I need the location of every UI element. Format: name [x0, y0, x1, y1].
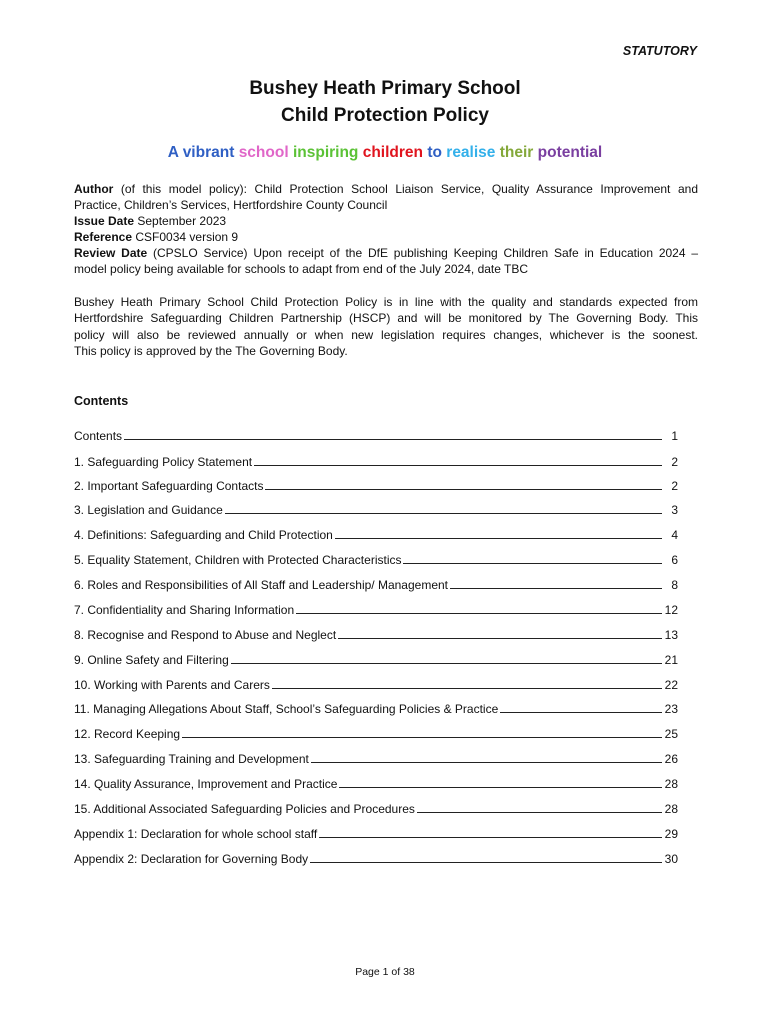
toc-leader-line: [417, 812, 662, 813]
toc-entry[interactable]: [74, 750, 678, 766]
intro-line: This policy is approved by the The Governing Body.: [74, 343, 348, 358]
intro-line: Hertfordshire Safeguarding Children Partnership (HSCP) and will be monitored by The Governing Body. This: [74, 311, 698, 326]
toc-entry-title: 9. Online Safety and Filtering: [74, 653, 229, 667]
toc-leader-line: [450, 588, 662, 589]
toc-entry-title: 8. Recognise and Respond to Abuse and Neglect: [74, 628, 337, 642]
toc-entry-title: 4. Definitions: Safeguarding and Child Protection: [74, 528, 333, 542]
toc-entry[interactable]: [74, 700, 678, 716]
toc-page-number: 6: [671, 553, 678, 567]
toc-leader-line: [225, 513, 662, 514]
toc-leader-line: [182, 737, 662, 738]
author-line-continued: Practice, Children’s Services, Hertfordshire County Council: [74, 198, 388, 212]
toc-leader-line: [310, 862, 662, 863]
toc-page-number: 23: [664, 702, 678, 716]
review-date-label: Review Date: [74, 246, 148, 260]
toc-leader-line: [272, 688, 662, 689]
toc-page-number: 8: [671, 578, 678, 592]
toc-entry-title: 11. Managing Allegations About Staff, School’s Safeguarding Policies & Practice: [74, 702, 499, 716]
review-date-line-continued: model policy being available for schools to adapt from end of the July 2024, date TBC: [74, 262, 529, 276]
toc-entry[interactable]: [74, 427, 678, 443]
school-name-title: Bushey Heath Primary School: [249, 78, 521, 99]
toc-entry[interactable]: [74, 601, 678, 617]
toc-leader-line: [296, 613, 662, 614]
toc-page-number: 26: [664, 752, 678, 766]
toc-page-number: 12: [664, 603, 678, 617]
toc-entry-title: Appendix 1: Declaration for whole school staff: [74, 827, 318, 841]
review-date-line: [74, 245, 698, 261]
author-line: [74, 181, 698, 197]
toc-page-number: 4: [671, 528, 678, 542]
motto-word: inspiring: [292, 144, 359, 161]
toc-leader-line: [124, 439, 662, 440]
motto-word: children: [362, 144, 424, 161]
toc-page-number: 1: [671, 429, 678, 443]
toc-leader-line: [265, 489, 662, 490]
toc-page-number: 13: [664, 628, 678, 642]
toc-page-number: 2: [671, 455, 678, 469]
toc-entry[interactable]: [74, 850, 678, 866]
toc-page-number: 2: [671, 479, 678, 493]
toc-page-number: 28: [664, 802, 678, 816]
reference-label: Reference: [74, 230, 133, 244]
toc-leader-line: [339, 787, 662, 788]
toc-entry-title: 5. Equality Statement, Children with Protected Characteristics: [74, 553, 402, 567]
author-label: Author: [74, 182, 114, 196]
toc-entry-title: 10. Working with Parents and Carers: [74, 678, 270, 692]
intro-paragraph: [74, 294, 698, 359]
contents-heading: Contents: [74, 394, 129, 408]
toc-page-number: 30: [664, 852, 678, 866]
motto-word: school: [238, 144, 289, 161]
toc-leader-line: [335, 538, 662, 539]
motto-word: realise: [446, 144, 496, 161]
page-number: Page 1 of 38: [355, 966, 415, 978]
author-value: (of this model policy): Child Protection School Liaison Service, Quality Assurance Improvement and: [113, 182, 698, 196]
motto-word: vibrant: [182, 144, 235, 161]
toc-entry[interactable]: [74, 651, 678, 667]
toc-entry-title: 7. Confidentiality and Sharing Information: [74, 603, 295, 617]
toc-page-number: 22: [664, 678, 678, 692]
statutory-label: STATUTORY: [622, 44, 697, 58]
toc-entry-title: 6. Roles and Responsibilities of All Staff and Leadership/ Management: [74, 578, 449, 592]
toc-page-number: 25: [664, 727, 678, 741]
reference-line: [74, 229, 698, 245]
toc-leader-line: [403, 563, 662, 564]
toc-leader-line: [338, 638, 662, 639]
toc-entry-title: 13. Safeguarding Training and Development: [74, 752, 309, 766]
toc-leader-line: [231, 663, 662, 664]
toc-page-number: 28: [664, 777, 678, 791]
motto-word: to: [427, 144, 442, 161]
motto-word: their: [499, 144, 534, 161]
toc-leader-line: [319, 837, 662, 838]
issue-date-label: Issue Date: [74, 214, 135, 228]
policy-title: Child Protection Policy: [281, 105, 489, 126]
toc-leader-line: [500, 712, 662, 713]
issue-date-value: September 2023: [134, 214, 227, 228]
intro-line: policy will also be reviewed annually or when new legislation requires changes, whichever is the soonest.: [74, 327, 698, 342]
toc-entry[interactable]: [74, 775, 678, 791]
toc-entry[interactable]: [74, 576, 678, 592]
toc-entry-title: Appendix 2: Declaration for Governing Body: [74, 852, 309, 866]
toc-leader-line: [311, 762, 662, 763]
motto-word: potential: [537, 144, 603, 161]
toc-page-number: 21: [664, 653, 678, 667]
school-motto: [0, 144, 770, 162]
intro-line: Bushey Heath Primary School Child Protection Policy is in line with the quality and standards expected from: [74, 295, 698, 309]
toc-entry[interactable]: [74, 626, 678, 642]
toc-entry[interactable]: [74, 825, 678, 841]
toc-entry[interactable]: [74, 526, 678, 542]
toc-entry-title: 15. Additional Associated Safeguarding Policies and Procedures: [74, 802, 415, 816]
toc-entry[interactable]: [74, 477, 678, 493]
toc-entry[interactable]: [74, 725, 678, 741]
toc-entry-title: 14. Quality Assurance, Improvement and Practice: [74, 777, 338, 791]
toc-entry-title: Contents: [74, 429, 123, 443]
issue-date-line: [74, 213, 698, 229]
toc-page-number: 29: [664, 827, 678, 841]
toc-entry-title: 1. Safeguarding Policy Statement: [74, 455, 253, 469]
reference-value: CSF0034 version 9: [132, 230, 239, 244]
toc-entry[interactable]: [74, 676, 678, 692]
toc-entry[interactable]: [74, 501, 678, 517]
toc-entry[interactable]: [74, 551, 678, 567]
toc-entry[interactable]: [74, 453, 678, 469]
toc-page-number: 3: [671, 503, 678, 517]
toc-leader-line: [254, 465, 662, 466]
toc-entry-title: 12. Record Keeping: [74, 727, 181, 741]
motto-word: A: [167, 144, 179, 161]
toc-entry-title: 3. Legislation and Guidance: [74, 503, 223, 517]
toc-entry-title: 2. Important Safeguarding Contacts: [74, 479, 264, 493]
toc-entry[interactable]: [74, 800, 678, 816]
review-date-value: (CPSLO Service) Upon receipt of the DfE publishing Keeping Children Safe in Education 2024 –: [147, 246, 698, 260]
